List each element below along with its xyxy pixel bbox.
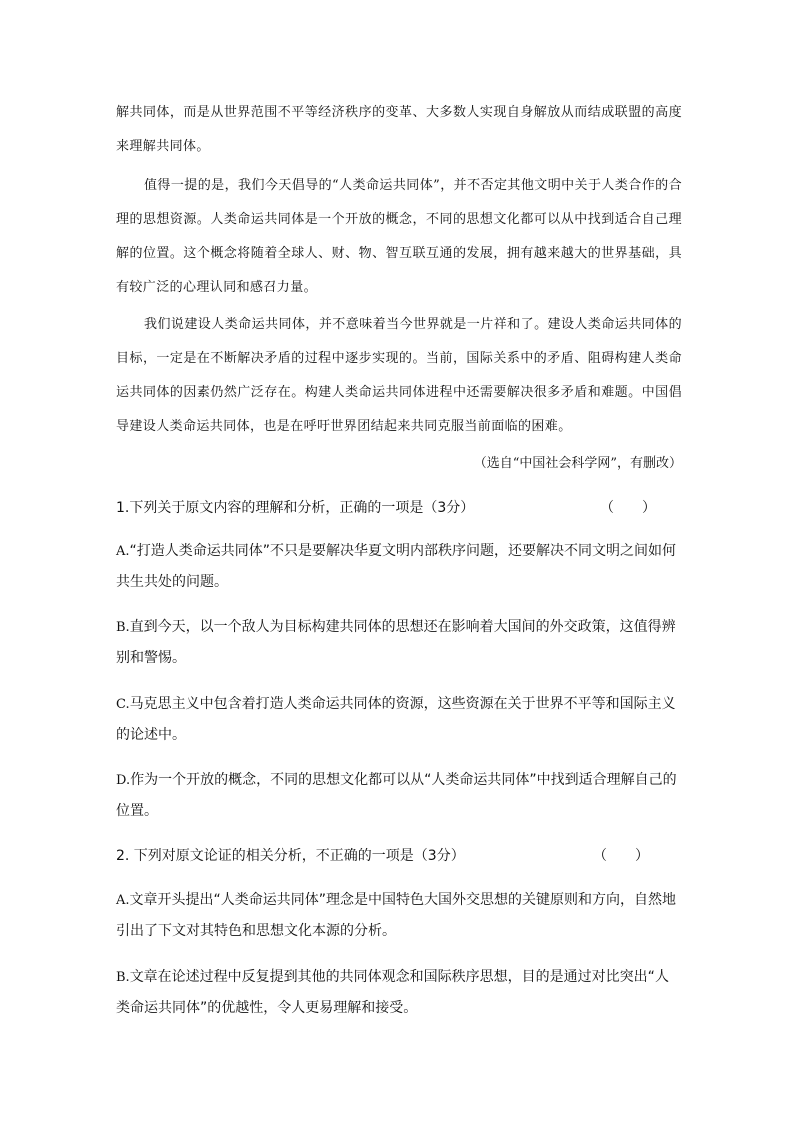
question-2-stem	[116, 846, 682, 866]
option-text: 直到今天，以一个敌人为目标构建共同体的思想还在影响着大国间的外交政策，这值得辨别和警惕。	[116, 619, 676, 666]
option-text: “打造人类命运共同体”不只是要解决华夏文明内部秩序问题，还要解决不同文明之间如何共生共处的问题。	[116, 543, 677, 590]
passage-source: （选自“中国社会科学网”，有删改）	[473, 456, 682, 471]
option-text: 马克思主义中包含着打造人类命运共同体的资源，这些资源在关于世界不平等和国际主义的论述中。	[116, 696, 676, 743]
option-letter: C.	[116, 697, 130, 712]
option-letter: B.	[116, 970, 130, 985]
passage-paragraph-2: 值得一提的是，我们今天倡导的“人类命运共同体”，并不否定其他文明中关于人类合作的合理的思想资源。人类命运共同体是一个开放的概念，不同的思想文化都可以从中找到适合自己理解的位置。这个概念将随着全球人、财、物、智互联互通的发展，拥有越来越大的世界基础，具有较广泛的心理认同和感召力量。	[116, 178, 682, 295]
option-text: 文章开头提出“人类命运共同体”理念是中国特色大国外交思想的关键原则和方向，自然地引出了下文对其特色和思想文化本源的分析。	[116, 892, 677, 939]
question-1-option-a	[116, 536, 682, 597]
question-1-text: 1.下列关于原文内容的理解和分析，正确的一项是（3分）	[116, 500, 475, 516]
option-letter: A.	[116, 544, 130, 559]
option-text: 文章在论述过程中反复提到其他的共同体观念和国际秩序思想，目的是通过对比突出“人类命运共同体”的优越性，令人更易理解和接受。	[116, 969, 669, 1016]
question-1-option-d	[116, 765, 682, 826]
question-1-option-c	[116, 689, 682, 750]
option-letter: B.	[116, 620, 130, 635]
question-1-stem	[116, 498, 682, 518]
passage-paragraph-3: 我们说建设人类命运共同体，并不意味着当今世界就是一片祥和了。建设人类命运共同体的目标，一定是在不断解决矛盾的过程中逐步实现的。当前，国际关系中的矛盾、阻碍构建人类命运共同体的因素仍然广泛存在。构建人类命运共同体进程中还需要解决很多矛盾和难题。中国倡导建设人类命运共同体，也是在呼吁世界团结起来共同克服当前面临的困难。	[116, 317, 682, 434]
question-2-text: 2. 下列对原文论证的相关分析，不正确的一项是（3分）	[116, 848, 465, 864]
question-1-option-b	[116, 612, 682, 673]
option-letter: A.	[116, 893, 130, 908]
question-1-answer-blank: （ ）	[600, 500, 656, 516]
question-2-option-b	[116, 962, 682, 1023]
question-2-option-a	[116, 885, 682, 946]
passage-paragraph-1: 解共同体，而是从世界范围不平等经济秩序的变革、大多数人实现自身解放从而结成联盟的高度来理解共同体。	[116, 105, 682, 154]
option-text: 作为一个开放的概念，不同的思想文化都可以从“人类命运共同体”中找到适合理解自己的位置。	[116, 772, 677, 819]
option-letter: D.	[116, 773, 131, 788]
question-2-answer-blank: （ ）	[593, 848, 649, 864]
